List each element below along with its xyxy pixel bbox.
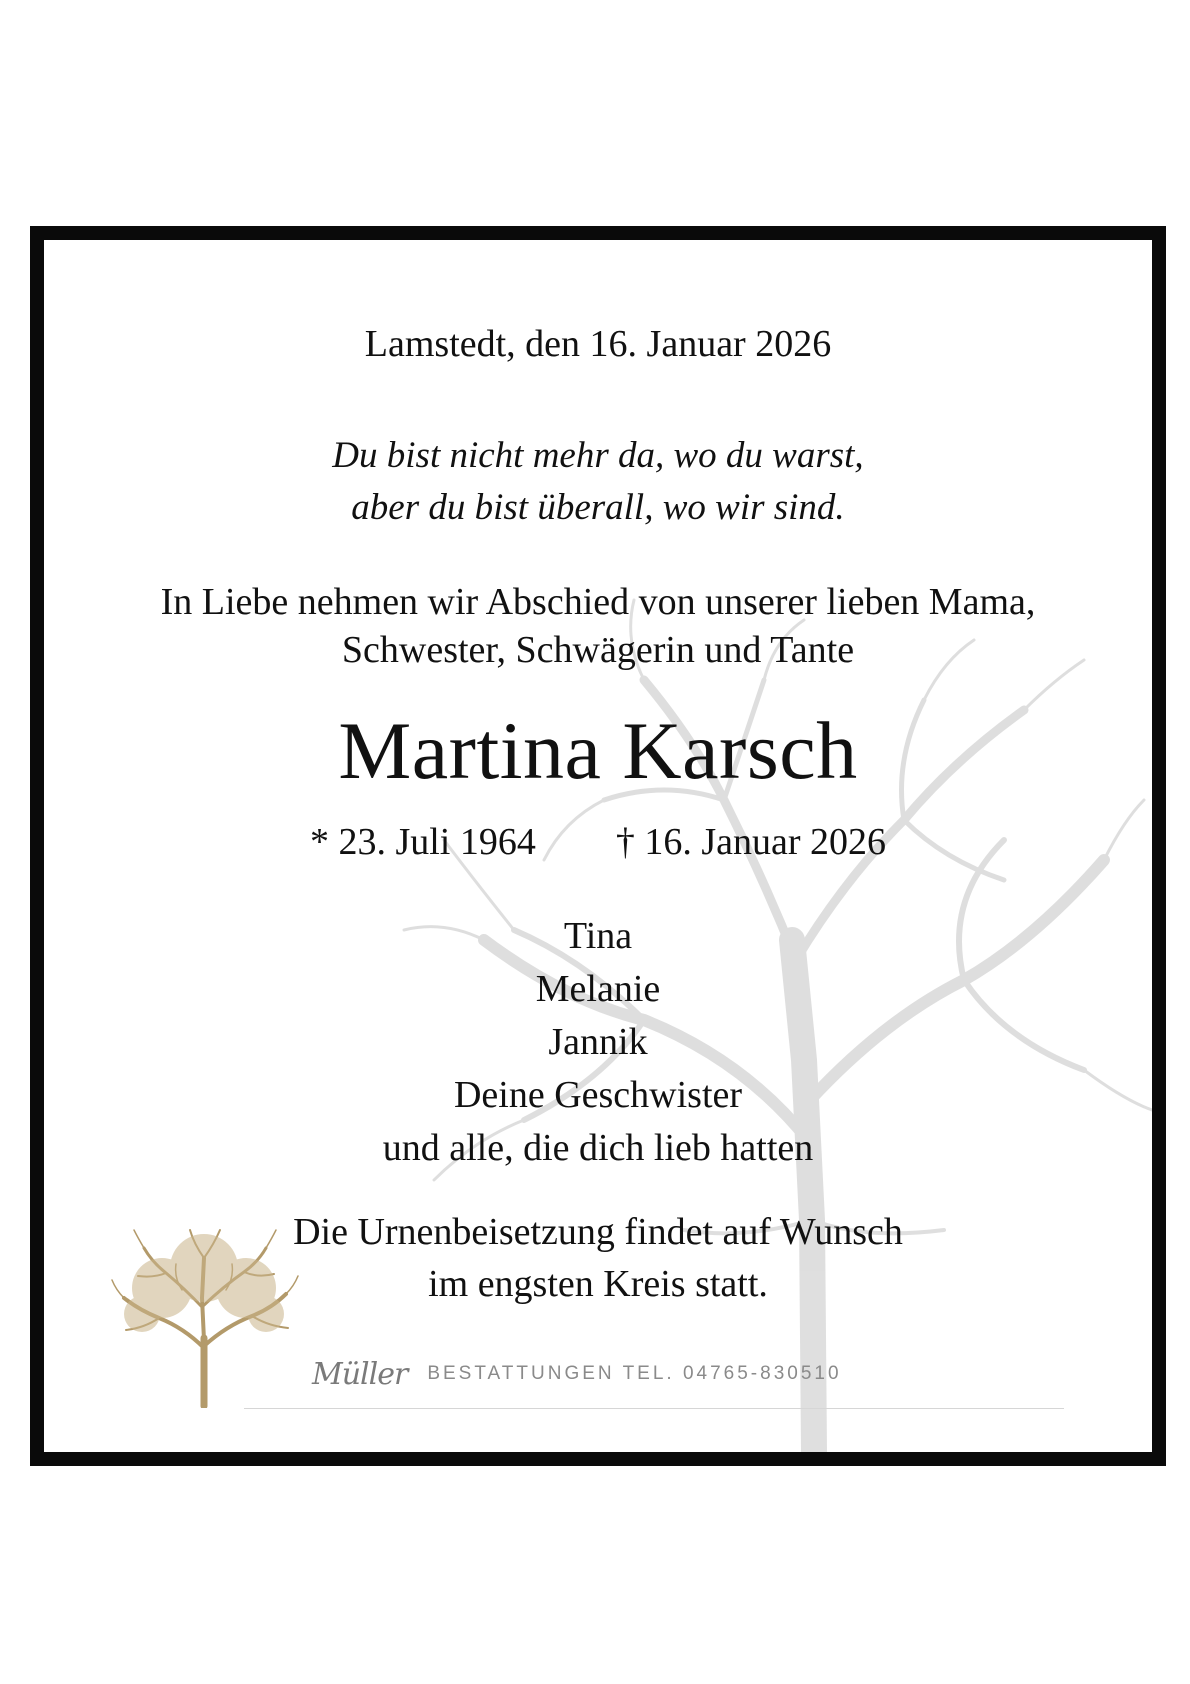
deceased-name: Martina Karsch — [338, 705, 858, 796]
footer-divider — [244, 1408, 1064, 1409]
mourner-name: Tina — [563, 915, 633, 957]
funeral-home-signature: Müller — [312, 1356, 408, 1392]
funeral-home-tree-logo — [104, 1218, 304, 1408]
intro-line-1: In Liebe nehmen wir Abschied von unserer lieben Mama, — [160, 581, 1036, 623]
burial-note-line-2: im engsten Kreis statt. — [428, 1263, 768, 1305]
life-dates — [44, 820, 1152, 864]
burial-note-line-1: Die Urnenbeisetzung findet auf Wunsch — [293, 1211, 903, 1253]
mourner-name: Melanie — [535, 968, 661, 1010]
funeral-home-contact: BESTATTUNGEN TEL. 04765-830510 — [427, 1363, 842, 1384]
death-date: † 16. Januar 2026 — [615, 821, 887, 863]
mourner-name: und alle, die dich lieb hatten — [382, 1127, 814, 1169]
mourner-name: Deine Geschwister — [453, 1074, 743, 1116]
birth-date: * 23. Juli 1964 — [309, 821, 536, 863]
verse-line-2: aber du bist überall, wo wir sind. — [351, 487, 845, 528]
intro-line-2: Schwester, Schwägerin und Tante — [341, 629, 855, 671]
date-place: Lamstedt, den 16. Januar 2026 — [364, 323, 832, 365]
verse-line-1: Du bist nicht mehr da, wo du warst, — [332, 435, 864, 476]
mourner-name: Jannik — [548, 1021, 648, 1063]
obituary-card — [30, 226, 1166, 1466]
funeral-home-footer — [312, 1350, 842, 1398]
